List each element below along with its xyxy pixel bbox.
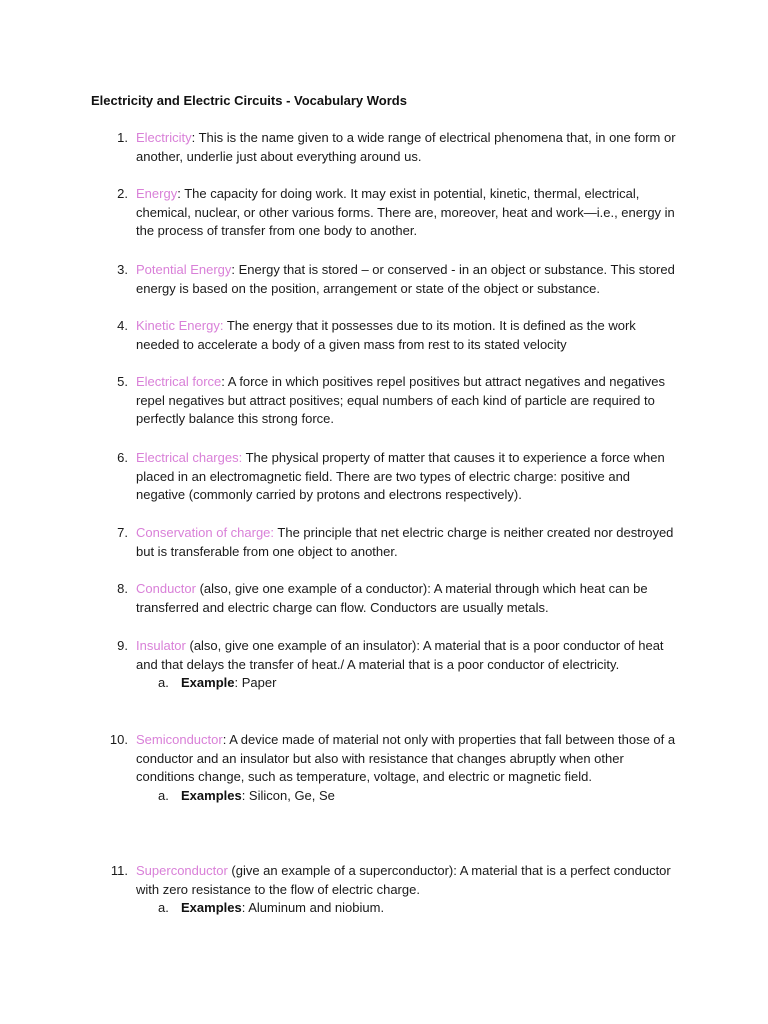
example-label: Examples: [181, 788, 242, 804]
vocab-definition: : The capacity for doing work. It may exist in potential, kinetic, thermal, electrical, chemical, nuclear, or other various forms. There are, moreover, heat and work—i.e., energy in the process of transfer from one body to another.: [136, 186, 675, 239]
vocab-term: Potential Energy: [136, 262, 232, 277]
subitem-letter: a.: [158, 675, 169, 691]
vocab-term: Conservation of charge:: [136, 525, 275, 540]
vocab-term: Electrical charges:: [136, 450, 243, 465]
item-number: 1.: [117, 130, 128, 145]
vocab-term: Superconductor: [136, 863, 228, 878]
document-title: Electricity and Electric Circuits - Vocabulary Words: [91, 93, 407, 108]
vocab-item-9: [117, 637, 681, 693]
vocab-term: Electrical force: [136, 374, 222, 389]
subitem-letter: a.: [158, 900, 169, 916]
vocab-item-6: [117, 449, 681, 505]
vocab-definition: (also, give one example of an insulator): A material that is a poor conductor of heat and that delays the transfer of heat./ A material that is a poor conductor of electricity.: [136, 638, 664, 672]
vocab-definition: The physical property of matter that causes it to experience a force when placed in an electromagnetic field. There are two types of electric charge: positive and negative (commonly carried by protons and electrons respectively).: [136, 450, 665, 503]
vocab-item-5: [117, 373, 681, 429]
vocab-term: Kinetic Energy:: [136, 318, 224, 333]
vocab-item-1: [117, 129, 681, 166]
example-text: : Paper: [234, 675, 277, 691]
vocab-definition: (give an example of a superconductor): A material that is a perfect conductor with zero resistance to the flow of electric charge.: [136, 863, 671, 897]
example-subitem: [158, 787, 681, 806]
vocab-item-10: [109, 731, 681, 806]
vocab-item-7: [117, 524, 681, 561]
vocab-item-4: [117, 317, 681, 354]
item-number: 5.: [117, 374, 128, 389]
vocab-definition: (also, give one example of a conductor): A material through which heat can be transferred and electric charge can flow. Conductors are usually metals.: [136, 581, 648, 615]
item-number: 3.: [117, 262, 128, 277]
vocab-definition: : A force in which positives repel positives but attract negatives and negatives repel negatives but attract positives; equal numbers of each kind of particle are required to perfectly balance this strong force.: [136, 374, 665, 427]
item-number: 11.: [110, 863, 128, 878]
item-number: 10.: [109, 732, 128, 747]
vocab-term: Conductor: [136, 581, 196, 596]
vocab-definition: : Energy that is stored – or conserved - in an object or substance. This stored energy is based on the position, arrangement or state of the object or substance.: [136, 262, 675, 296]
vocab-term: Electricity: [136, 130, 192, 145]
vocab-item-2: [117, 185, 681, 241]
example-text: : Silicon, Ge, Se: [241, 788, 335, 804]
vocab-term: Semiconductor: [136, 732, 223, 747]
example-label: Example: [181, 675, 235, 691]
vocab-term: Insulator: [136, 638, 186, 653]
example-text: : Aluminum and niobium.: [241, 900, 385, 916]
vocab-definition: The principle that net electric charge is neither created nor destroyed but is transferable from one object to another.: [136, 525, 674, 559]
vocab-item-8: [117, 580, 681, 617]
vocab-definition: : A device made of material not only with properties that fall between those of a conductor and an insulator but also with resistance that changes abruptly when other conditions change, such as temperature, voltage, and electric or magnetic field.: [136, 732, 676, 785]
vocab-item-3: [117, 261, 681, 298]
item-number: 8.: [117, 581, 128, 596]
item-number: 9.: [117, 638, 128, 653]
vocab-term: Energy: [136, 186, 178, 201]
example-label: Examples: [181, 900, 242, 916]
example-subitem: [158, 899, 681, 918]
item-number: 6.: [117, 450, 128, 465]
vocab-definition: : This is the name given to a wide range of electrical phenomena that, in one form or another, underlie just about everything around us.: [136, 130, 676, 164]
item-number: 2.: [117, 186, 128, 201]
item-number: 4.: [117, 318, 128, 333]
example-subitem: [158, 674, 681, 693]
vocab-item-11: [110, 862, 681, 918]
item-number: 7.: [117, 525, 128, 540]
vocab-definition: The energy that it possesses due to its motion. It is defined as the work needed to accelerate a body of a given mass from rest to its stated velocity: [136, 318, 636, 352]
subitem-letter: a.: [158, 788, 169, 804]
